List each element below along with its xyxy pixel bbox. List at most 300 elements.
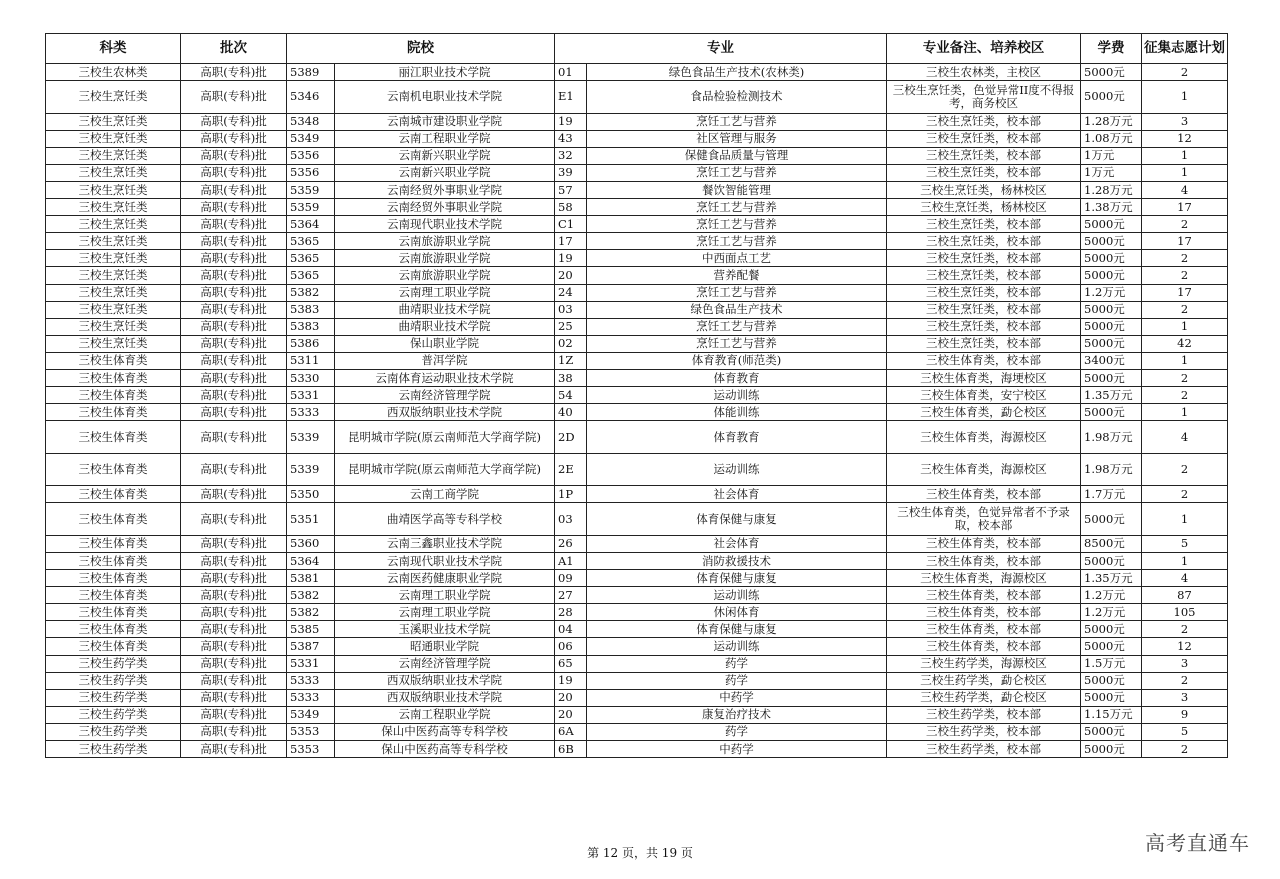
category-cell: 三校生体育类 xyxy=(46,404,181,421)
category-cell: 三校生烹饪类 xyxy=(46,335,181,352)
tuition-cell: 1.2万元 xyxy=(1081,604,1142,621)
major-name-cell: 运动训练 xyxy=(587,387,887,404)
batch-cell: 高职(专科)批 xyxy=(181,113,287,130)
school-name-cell: 曲靖职业技术学院 xyxy=(335,301,555,318)
table-row xyxy=(46,638,1228,655)
tuition-cell: 3400元 xyxy=(1081,352,1142,369)
remarks-cell: 三校生烹饪类，校本部 xyxy=(887,147,1081,164)
table-row xyxy=(46,64,1228,81)
category-cell: 三校生烹饪类 xyxy=(46,113,181,130)
school-name-cell: 云南旅游职业学院 xyxy=(335,267,555,284)
school-name-cell: 曲靖医学高等专科学校 xyxy=(335,503,555,536)
major-code-cell: 27 xyxy=(555,587,587,604)
school-code-cell: 5333 xyxy=(287,404,335,421)
remarks-cell: 三校生烹饪类，校本部 xyxy=(887,267,1081,284)
table-row xyxy=(46,689,1228,706)
table-row xyxy=(46,267,1228,284)
major-name-cell: 保健食品质量与管理 xyxy=(587,147,887,164)
school-code-cell: 5311 xyxy=(287,352,335,369)
table-row xyxy=(46,421,1228,454)
plan-cell: 12 xyxy=(1142,130,1228,147)
batch-cell: 高职(专科)批 xyxy=(181,335,287,352)
major-code-cell: 09 xyxy=(555,570,587,587)
table-row xyxy=(46,587,1228,604)
tuition-cell: 1万元 xyxy=(1081,147,1142,164)
major-code-cell: 57 xyxy=(555,181,587,198)
table-row xyxy=(46,741,1228,758)
plan-cell: 2 xyxy=(1142,370,1228,387)
table-row xyxy=(46,318,1228,335)
table-row xyxy=(46,453,1228,486)
remarks-cell: 三校生体育类，海源校区 xyxy=(887,570,1081,587)
category-cell: 三校生烹饪类 xyxy=(46,250,181,267)
major-code-cell: 02 xyxy=(555,335,587,352)
tuition-cell: 5000元 xyxy=(1081,250,1142,267)
tuition-cell: 8500元 xyxy=(1081,535,1142,552)
major-name-cell: 社会体育 xyxy=(587,486,887,503)
remarks-cell: 三校生药学类，校本部 xyxy=(887,741,1081,758)
header-category: 科类 xyxy=(46,34,181,64)
plan-cell: 87 xyxy=(1142,587,1228,604)
school-name-cell: 昆明城市学院(原云南师范大学商学院) xyxy=(335,421,555,454)
major-code-cell: 20 xyxy=(555,267,587,284)
major-code-cell: 1Z xyxy=(555,352,587,369)
major-code-cell: 01 xyxy=(555,64,587,81)
table-row xyxy=(46,404,1228,421)
school-code-cell: 5359 xyxy=(287,199,335,216)
plan-cell: 2 xyxy=(1142,267,1228,284)
tuition-cell: 5000元 xyxy=(1081,404,1142,421)
tuition-cell: 5000元 xyxy=(1081,552,1142,569)
school-code-cell: 5356 xyxy=(287,164,335,181)
major-code-cell: 19 xyxy=(555,250,587,267)
batch-cell: 高职(专科)批 xyxy=(181,284,287,301)
category-cell: 三校生烹饪类 xyxy=(46,267,181,284)
remarks-cell: 三校生药学类，校本部 xyxy=(887,706,1081,723)
batch-cell: 高职(专科)批 xyxy=(181,81,287,114)
major-name-cell: 绿色食品生产技术 xyxy=(587,301,887,318)
table-row xyxy=(46,535,1228,552)
remarks-cell: 三校生药学类，海源校区 xyxy=(887,655,1081,672)
category-cell: 三校生体育类 xyxy=(46,570,181,587)
remarks-cell: 三校生烹饪类，校本部 xyxy=(887,130,1081,147)
category-cell: 三校生烹饪类 xyxy=(46,81,181,114)
remarks-cell: 三校生体育类，校本部 xyxy=(887,621,1081,638)
table-row xyxy=(46,723,1228,740)
major-name-cell: 休闲体育 xyxy=(587,604,887,621)
tuition-cell: 1.38万元 xyxy=(1081,199,1142,216)
major-name-cell: 药学 xyxy=(587,655,887,672)
batch-cell: 高职(专科)批 xyxy=(181,181,287,198)
school-code-cell: 5387 xyxy=(287,638,335,655)
school-name-cell: 云南城市建设职业学院 xyxy=(335,113,555,130)
school-code-cell: 5389 xyxy=(287,64,335,81)
school-name-cell: 丽江职业技术学院 xyxy=(335,64,555,81)
major-code-cell: 19 xyxy=(555,113,587,130)
school-name-cell: 曲靖职业技术学院 xyxy=(335,318,555,335)
batch-cell: 高职(专科)批 xyxy=(181,199,287,216)
header-major: 专业 xyxy=(555,34,887,64)
remarks-cell: 三校生体育类，色觉异常者不予录取，校本部 xyxy=(887,503,1081,536)
tuition-cell: 1万元 xyxy=(1081,164,1142,181)
tuition-cell: 5000元 xyxy=(1081,64,1142,81)
remarks-cell: 三校生烹饪类，色觉异常II度不得报考，商务校区 xyxy=(887,81,1081,114)
tuition-cell: 1.2万元 xyxy=(1081,587,1142,604)
school-name-cell: 保山职业学院 xyxy=(335,335,555,352)
major-code-cell: 2D xyxy=(555,421,587,454)
table-row xyxy=(46,81,1228,114)
category-cell: 三校生药学类 xyxy=(46,655,181,672)
remarks-cell: 三校生烹饪类，校本部 xyxy=(887,335,1081,352)
major-code-cell: 40 xyxy=(555,404,587,421)
category-cell: 三校生烹饪类 xyxy=(46,216,181,233)
table-row xyxy=(46,199,1228,216)
remarks-cell: 三校生烹饪类，校本部 xyxy=(887,216,1081,233)
school-code-cell: 5349 xyxy=(287,706,335,723)
category-cell: 三校生体育类 xyxy=(46,352,181,369)
batch-cell: 高职(专科)批 xyxy=(181,706,287,723)
plan-cell: 2 xyxy=(1142,250,1228,267)
major-name-cell: 消防救援技术 xyxy=(587,552,887,569)
category-cell: 三校生药学类 xyxy=(46,741,181,758)
category-cell: 三校生体育类 xyxy=(46,387,181,404)
major-code-cell: 6B xyxy=(555,741,587,758)
remarks-cell: 三校生烹饪类，校本部 xyxy=(887,318,1081,335)
remarks-cell: 三校生烹饪类，校本部 xyxy=(887,301,1081,318)
major-name-cell: 中药学 xyxy=(587,689,887,706)
school-name-cell: 云南理工职业学院 xyxy=(335,587,555,604)
watermark-logo: 高考直通车 xyxy=(1145,831,1250,855)
major-name-cell: 烹饪工艺与营养 xyxy=(587,335,887,352)
batch-cell: 高职(专科)批 xyxy=(181,503,287,536)
batch-cell: 高职(专科)批 xyxy=(181,370,287,387)
tuition-cell: 1.08万元 xyxy=(1081,130,1142,147)
major-code-cell: 20 xyxy=(555,689,587,706)
table-row xyxy=(46,335,1228,352)
major-name-cell: 体育保健与康复 xyxy=(587,570,887,587)
plan-cell: 2 xyxy=(1142,621,1228,638)
school-code-cell: 5349 xyxy=(287,130,335,147)
plan-cell: 17 xyxy=(1142,284,1228,301)
plan-cell: 17 xyxy=(1142,199,1228,216)
remarks-cell: 三校生体育类，校本部 xyxy=(887,552,1081,569)
school-name-cell: 云南新兴职业学院 xyxy=(335,147,555,164)
category-cell: 三校生体育类 xyxy=(46,453,181,486)
category-cell: 三校生农林类 xyxy=(46,64,181,81)
major-name-cell: 烹饪工艺与营养 xyxy=(587,233,887,250)
table-row xyxy=(46,387,1228,404)
major-code-cell: E1 xyxy=(555,81,587,114)
major-name-cell: 烹饪工艺与营养 xyxy=(587,216,887,233)
school-name-cell: 西双版纳职业技术学院 xyxy=(335,689,555,706)
major-code-cell: 32 xyxy=(555,147,587,164)
tuition-cell: 1.98万元 xyxy=(1081,453,1142,486)
school-name-cell: 昭通职业学院 xyxy=(335,638,555,655)
tuition-cell: 1.28万元 xyxy=(1081,113,1142,130)
batch-cell: 高职(专科)批 xyxy=(181,404,287,421)
plan-cell: 2 xyxy=(1142,486,1228,503)
school-code-cell: 5351 xyxy=(287,503,335,536)
plan-cell: 42 xyxy=(1142,335,1228,352)
table-row xyxy=(46,147,1228,164)
batch-cell: 高职(专科)批 xyxy=(181,421,287,454)
major-name-cell: 运动训练 xyxy=(587,638,887,655)
major-name-cell: 运动训练 xyxy=(587,587,887,604)
tuition-cell: 1.35万元 xyxy=(1081,387,1142,404)
remarks-cell: 三校生烹饪类，校本部 xyxy=(887,250,1081,267)
table-row xyxy=(46,130,1228,147)
remarks-cell: 三校生体育类，校本部 xyxy=(887,604,1081,621)
remarks-cell: 三校生体育类，校本部 xyxy=(887,587,1081,604)
school-code-cell: 5381 xyxy=(287,570,335,587)
major-name-cell: 绿色食品生产技术(农林类) xyxy=(587,64,887,81)
remarks-cell: 三校生体育类，校本部 xyxy=(887,638,1081,655)
school-code-cell: 5346 xyxy=(287,81,335,114)
major-code-cell: A1 xyxy=(555,552,587,569)
school-name-cell: 云南机电职业技术学院 xyxy=(335,81,555,114)
school-name-cell: 云南现代职业技术学院 xyxy=(335,552,555,569)
remarks-cell: 三校生烹饪类，校本部 xyxy=(887,113,1081,130)
school-name-cell: 云南现代职业技术学院 xyxy=(335,216,555,233)
school-code-cell: 5350 xyxy=(287,486,335,503)
major-code-cell: 24 xyxy=(555,284,587,301)
plan-cell: 2 xyxy=(1142,216,1228,233)
header-row xyxy=(46,34,1228,64)
batch-cell: 高职(专科)批 xyxy=(181,570,287,587)
tuition-cell: 1.35万元 xyxy=(1081,570,1142,587)
category-cell: 三校生烹饪类 xyxy=(46,318,181,335)
school-name-cell: 云南经济管理学院 xyxy=(335,655,555,672)
tuition-cell: 5000元 xyxy=(1081,621,1142,638)
school-name-cell: 云南三鑫职业技术学院 xyxy=(335,535,555,552)
batch-cell: 高职(专科)批 xyxy=(181,535,287,552)
category-cell: 三校生体育类 xyxy=(46,621,181,638)
header-tuition: 学费 xyxy=(1081,34,1142,64)
school-code-cell: 5382 xyxy=(287,284,335,301)
major-name-cell: 康复治疗技术 xyxy=(587,706,887,723)
category-cell: 三校生药学类 xyxy=(46,723,181,740)
plan-cell: 5 xyxy=(1142,535,1228,552)
category-cell: 三校生烹饪类 xyxy=(46,147,181,164)
major-code-cell: 6A xyxy=(555,723,587,740)
batch-cell: 高职(专科)批 xyxy=(181,741,287,758)
plan-cell: 3 xyxy=(1142,113,1228,130)
major-code-cell: 1P xyxy=(555,486,587,503)
school-name-cell: 云南旅游职业学院 xyxy=(335,250,555,267)
plan-cell: 4 xyxy=(1142,181,1228,198)
major-name-cell: 社会体育 xyxy=(587,535,887,552)
plan-cell: 12 xyxy=(1142,638,1228,655)
major-name-cell: 体育教育 xyxy=(587,370,887,387)
school-name-cell: 云南工商学院 xyxy=(335,486,555,503)
header-batch: 批次 xyxy=(181,34,287,64)
category-cell: 三校生体育类 xyxy=(46,421,181,454)
tuition-cell: 5000元 xyxy=(1081,370,1142,387)
table-row xyxy=(46,233,1228,250)
batch-cell: 高职(专科)批 xyxy=(181,604,287,621)
major-name-cell: 药学 xyxy=(587,723,887,740)
major-name-cell: 体能训练 xyxy=(587,404,887,421)
major-name-cell: 体育教育 xyxy=(587,421,887,454)
school-code-cell: 5359 xyxy=(287,181,335,198)
category-cell: 三校生体育类 xyxy=(46,503,181,536)
school-code-cell: 5330 xyxy=(287,370,335,387)
tuition-cell: 1.5万元 xyxy=(1081,655,1142,672)
major-name-cell: 营养配餐 xyxy=(587,267,887,284)
plan-cell: 105 xyxy=(1142,604,1228,621)
plan-cell: 1 xyxy=(1142,552,1228,569)
plan-cell: 1 xyxy=(1142,147,1228,164)
remarks-cell: 三校生药学类，校本部 xyxy=(887,723,1081,740)
tuition-cell: 1.7万元 xyxy=(1081,486,1142,503)
category-cell: 三校生药学类 xyxy=(46,689,181,706)
remarks-cell: 三校生烹饪类，校本部 xyxy=(887,233,1081,250)
major-code-cell: 65 xyxy=(555,655,587,672)
school-code-cell: 5353 xyxy=(287,723,335,740)
school-code-cell: 5331 xyxy=(287,655,335,672)
table-row xyxy=(46,370,1228,387)
plan-cell: 5 xyxy=(1142,723,1228,740)
category-cell: 三校生药学类 xyxy=(46,672,181,689)
batch-cell: 高职(专科)批 xyxy=(181,250,287,267)
school-code-cell: 5339 xyxy=(287,421,335,454)
plan-cell: 1 xyxy=(1142,318,1228,335)
remarks-cell: 三校生烹饪类，校本部 xyxy=(887,164,1081,181)
school-code-cell: 5356 xyxy=(287,147,335,164)
table-row xyxy=(46,621,1228,638)
batch-cell: 高职(专科)批 xyxy=(181,486,287,503)
plan-cell: 4 xyxy=(1142,421,1228,454)
header-school: 院校 xyxy=(287,34,555,64)
major-code-cell: 28 xyxy=(555,604,587,621)
tuition-cell: 5000元 xyxy=(1081,81,1142,114)
major-name-cell: 体育保健与康复 xyxy=(587,621,887,638)
plan-cell: 2 xyxy=(1142,64,1228,81)
remarks-cell: 三校生烹饪类，杨林校区 xyxy=(887,199,1081,216)
tuition-cell: 5000元 xyxy=(1081,267,1142,284)
major-name-cell: 烹饪工艺与营养 xyxy=(587,318,887,335)
batch-cell: 高职(专科)批 xyxy=(181,267,287,284)
school-name-cell: 云南新兴职业学院 xyxy=(335,164,555,181)
header-remarks: 专业备注、培养校区 xyxy=(887,34,1081,64)
plan-cell: 1 xyxy=(1142,352,1228,369)
major-name-cell: 运动训练 xyxy=(587,453,887,486)
category-cell: 三校生体育类 xyxy=(46,638,181,655)
category-cell: 三校生体育类 xyxy=(46,552,181,569)
batch-cell: 高职(专科)批 xyxy=(181,216,287,233)
table-row xyxy=(46,552,1228,569)
category-cell: 三校生烹饪类 xyxy=(46,130,181,147)
tuition-cell: 5000元 xyxy=(1081,318,1142,335)
school-name-cell: 云南旅游职业学院 xyxy=(335,233,555,250)
plan-cell: 1 xyxy=(1142,81,1228,114)
category-cell: 三校生烹饪类 xyxy=(46,164,181,181)
school-name-cell: 云南经贸外事职业学院 xyxy=(335,199,555,216)
plan-cell: 3 xyxy=(1142,655,1228,672)
major-name-cell: 烹饪工艺与营养 xyxy=(587,164,887,181)
major-code-cell: 43 xyxy=(555,130,587,147)
school-name-cell: 云南理工职业学院 xyxy=(335,604,555,621)
major-code-cell: 19 xyxy=(555,672,587,689)
remarks-cell: 三校生体育类，校本部 xyxy=(887,486,1081,503)
school-code-cell: 5333 xyxy=(287,689,335,706)
major-code-cell: 17 xyxy=(555,233,587,250)
header-plan: 征集志愿计划 xyxy=(1142,34,1228,64)
school-name-cell: 玉溪职业技术学院 xyxy=(335,621,555,638)
tuition-cell: 1.15万元 xyxy=(1081,706,1142,723)
major-name-cell: 药学 xyxy=(587,672,887,689)
school-code-cell: 5333 xyxy=(287,672,335,689)
school-code-cell: 5386 xyxy=(287,335,335,352)
school-code-cell: 5365 xyxy=(287,267,335,284)
remarks-cell: 三校生农林类，主校区 xyxy=(887,64,1081,81)
school-code-cell: 5348 xyxy=(287,113,335,130)
school-code-cell: 5385 xyxy=(287,621,335,638)
major-code-cell: 58 xyxy=(555,199,587,216)
school-code-cell: 5339 xyxy=(287,453,335,486)
school-code-cell: 5331 xyxy=(287,387,335,404)
table-row xyxy=(46,706,1228,723)
batch-cell: 高职(专科)批 xyxy=(181,352,287,369)
plan-cell: 2 xyxy=(1142,387,1228,404)
table-row xyxy=(46,113,1228,130)
remarks-cell: 三校生体育类，校本部 xyxy=(887,535,1081,552)
school-name-cell: 西双版纳职业技术学院 xyxy=(335,404,555,421)
major-code-cell: 39 xyxy=(555,164,587,181)
school-name-cell: 云南理工职业学院 xyxy=(335,284,555,301)
batch-cell: 高职(专科)批 xyxy=(181,233,287,250)
plan-cell: 1 xyxy=(1142,164,1228,181)
major-name-cell: 烹饪工艺与营养 xyxy=(587,284,887,301)
page-footer: 第 12 页，共 19 页 xyxy=(587,846,693,860)
remarks-cell: 三校生体育类，校本部 xyxy=(887,352,1081,369)
remarks-cell: 三校生体育类，安宁校区 xyxy=(887,387,1081,404)
remarks-cell: 三校生体育类，勐仑校区 xyxy=(887,404,1081,421)
major-code-cell: 03 xyxy=(555,301,587,318)
plan-cell: 1 xyxy=(1142,404,1228,421)
school-name-cell: 云南体育运动职业技术学院 xyxy=(335,370,555,387)
tuition-cell: 5000元 xyxy=(1081,335,1142,352)
table-row xyxy=(46,216,1228,233)
batch-cell: 高职(专科)批 xyxy=(181,318,287,335)
school-name-cell: 云南工程职业学院 xyxy=(335,706,555,723)
category-cell: 三校生体育类 xyxy=(46,370,181,387)
school-code-cell: 5383 xyxy=(287,301,335,318)
major-name-cell: 食品检验检测技术 xyxy=(587,81,887,114)
remarks-cell: 三校生烹饪类，校本部 xyxy=(887,284,1081,301)
batch-cell: 高职(专科)批 xyxy=(181,689,287,706)
plan-cell: 2 xyxy=(1142,301,1228,318)
batch-cell: 高职(专科)批 xyxy=(181,621,287,638)
table-row xyxy=(46,164,1228,181)
category-cell: 三校生烹饪类 xyxy=(46,301,181,318)
school-code-cell: 5365 xyxy=(287,250,335,267)
school-name-cell: 云南经济管理学院 xyxy=(335,387,555,404)
remarks-cell: 三校生体育类，海埂校区 xyxy=(887,370,1081,387)
tuition-cell: 5000元 xyxy=(1081,689,1142,706)
major-name-cell: 烹饪工艺与营养 xyxy=(587,113,887,130)
batch-cell: 高职(专科)批 xyxy=(181,587,287,604)
school-name-cell: 西双版纳职业技术学院 xyxy=(335,672,555,689)
batch-cell: 高职(专科)批 xyxy=(181,672,287,689)
tuition-cell: 1.98万元 xyxy=(1081,421,1142,454)
table-row xyxy=(46,352,1228,369)
school-name-cell: 云南工程职业学院 xyxy=(335,130,555,147)
category-cell: 三校生烹饪类 xyxy=(46,233,181,250)
school-name-cell: 昆明城市学院(原云南师范大学商学院) xyxy=(335,453,555,486)
tuition-cell: 1.28万元 xyxy=(1081,181,1142,198)
major-name-cell: 社区管理与服务 xyxy=(587,130,887,147)
